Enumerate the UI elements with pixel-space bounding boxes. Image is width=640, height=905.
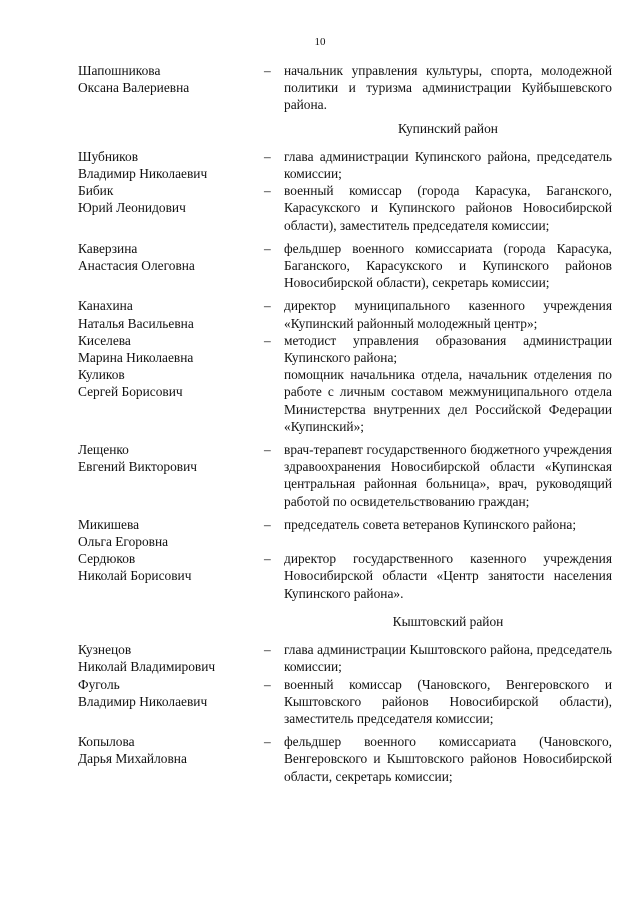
entry-dash: – (264, 516, 271, 532)
page-number: 10 (314, 36, 326, 48)
member-name (78, 240, 264, 274)
entry-dash: – (264, 642, 271, 658)
member-name (78, 62, 264, 96)
member-position: методист управления образования администрации Купинского района; (284, 332, 612, 366)
member-name (78, 550, 264, 584)
member-given-names: Наталья Васильевна (78, 315, 194, 331)
entry-dash: – (264, 676, 271, 692)
member-surname: Лещенко (78, 442, 129, 458)
member-position: начальник управления культуры, спорта, молодежной политики и туризма администрации Куйбышевского района. (284, 63, 612, 113)
member-position: председатель совета ветеранов Купинского района; (284, 516, 577, 532)
member-given-names: Дарья Михайловна (78, 751, 187, 767)
member-name (78, 182, 264, 216)
entry-dash: – (264, 298, 271, 314)
member-surname: Микишева (78, 516, 140, 532)
member-position: глава администрации Кыштовского района, председатель комиссии; (284, 642, 612, 675)
entry-dash: – (264, 734, 271, 750)
member-name (78, 733, 264, 767)
member-surname: Каверзина (78, 240, 138, 256)
member-surname: Шубников (78, 148, 139, 164)
entry-dash: – (264, 148, 271, 164)
member-given-names: Марина Николаевна (78, 350, 194, 366)
entry-dash: – (264, 240, 271, 256)
member-position: фельдшер военного комиссариата (Чановского, Венгеровского и Кыштовского районов Новосибирской области, секретарь комиссии; (284, 734, 612, 784)
member-name (78, 332, 264, 366)
member-entry (78, 441, 612, 510)
member-entry (78, 62, 612, 114)
member-entry (78, 297, 612, 331)
member-position: врач-терапевт государственного бюджетного учреждения здравоохранения Новосибирской области «Купинская центральная районная больница», врач, руководящий работой по освидетельствованию граждан; (284, 442, 612, 509)
member-position: глава администрации Купинского района, председатель комиссии; (284, 148, 612, 182)
member-entry (78, 240, 612, 292)
member-given-names: Владимир Николаевич (78, 166, 208, 182)
member-name (78, 366, 264, 400)
member-entry (78, 733, 612, 785)
member-given-names: Сергей Борисович (78, 384, 183, 400)
district-heading: Кыштовский район (392, 613, 504, 629)
member-position: военный комиссар (Чановского, Венгеровского и Кыштовского районов Новосибирской области), заместитель председателя комиссии; (284, 676, 612, 726)
member-given-names: Ольга Егоровна (78, 534, 169, 550)
member-entry (78, 641, 612, 675)
member-entry (78, 332, 612, 366)
entry-dash: – (264, 183, 271, 199)
commission-member-list (78, 62, 612, 785)
member-surname: Фуголь (78, 676, 120, 692)
member-position: директор муниципального казенного учреждения «Купинский районный молодежный центр»; (284, 298, 612, 331)
member-given-names: Николай Владимирович (78, 659, 216, 675)
member-position: фельдшер военного комиссариата (города Карасука, Баганского, Карасукского и Купинского районов Новосибирской области), секретарь комиссии; (284, 240, 612, 291)
member-given-names: Евгений Викторович (78, 459, 198, 475)
member-position: военный комиссар (города Карасука, Баганского, Карасукского и Купинского районов Новосибирской области), заместитель председателя комиссии; (284, 183, 612, 233)
entry-dash: – (264, 63, 271, 78)
member-name (78, 676, 264, 710)
member-name (78, 441, 264, 475)
member-given-names: Анастасия Олеговна (78, 258, 195, 274)
member-entry (78, 182, 612, 234)
member-entry (78, 676, 612, 728)
member-position: помощник начальника отдела, начальник отделения по работе с личным составом межмуниципального отдела Министерства внутренних дел Российской Федерации «Купинский»; (284, 367, 612, 434)
member-surname: Киселева (78, 332, 131, 348)
member-given-names: Юрий Леонидович (78, 200, 186, 216)
member-surname: Сердюков (78, 551, 136, 567)
member-position: директор государственного казенного учреждения Новосибирской области «Центр занятости населения Купинского района». (284, 551, 612, 601)
member-given-names: Николай Борисович (78, 568, 192, 584)
member-surname: Копылова (78, 734, 135, 750)
member-entry (78, 516, 612, 550)
member-name (78, 148, 264, 182)
member-entry (78, 550, 612, 602)
entry-dash: – (264, 551, 271, 567)
member-entry (78, 366, 612, 435)
member-surname: Бибик (78, 183, 114, 199)
member-surname: Канахина (78, 298, 133, 314)
member-name (78, 641, 264, 675)
member-name (78, 297, 264, 331)
member-given-names: Владимир Николаевич (78, 693, 208, 709)
entry-dash: – (264, 332, 271, 348)
entry-dash: – (264, 442, 271, 458)
member-entry (78, 148, 612, 182)
member-surname: Куликов (78, 367, 125, 383)
member-surname: Кузнецов (78, 642, 132, 658)
member-given-names: Оксана Валериевна (78, 80, 190, 96)
member-name (78, 516, 264, 550)
district-heading: Купинский район (398, 120, 498, 136)
member-surname: Шапошникова (78, 63, 161, 78)
